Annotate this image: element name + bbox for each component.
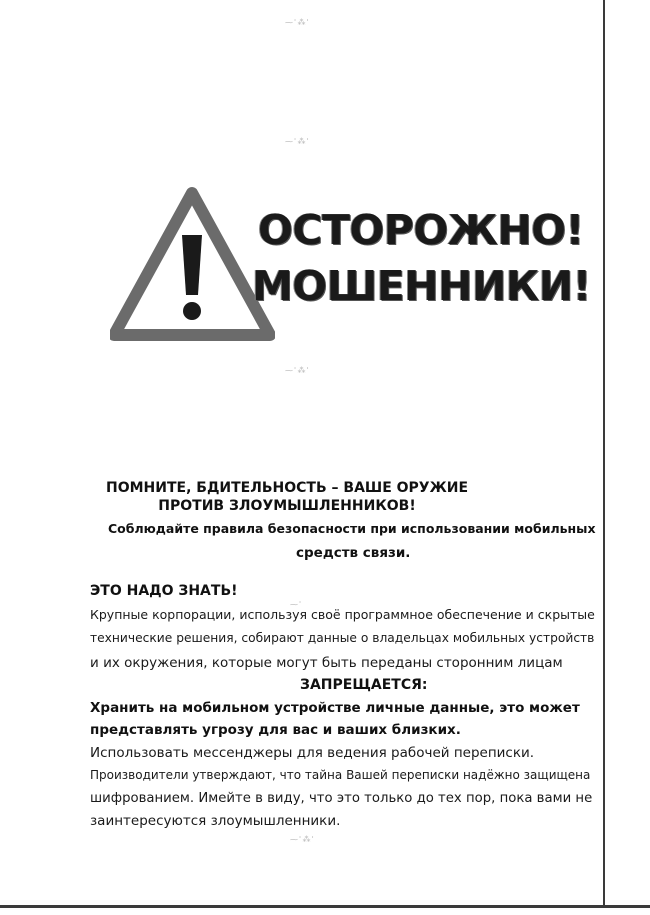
scan-speck: ⁓ʾ⁂ʿ	[285, 366, 310, 375]
warning-triangle-icon	[110, 183, 275, 348]
rules-line-2: средств связи.	[296, 545, 411, 561]
forbidden-paragraph-line: Производители утверждают, что тайна Вашей переписки надёжно защищена	[90, 768, 591, 782]
headline-caution: ОСТОРОЖНО!	[258, 206, 584, 254]
forbidden-bold-line: представлять угрозу для вас и ваших близких.	[90, 722, 461, 738]
motto-line-1: ПОМНИТЕ, БДИТЕЛЬНОСТЬ – ВАШЕ ОРУЖИЕ	[105, 480, 469, 496]
section-heading-know: ЭТО НАДО ЗНАТЬ!	[90, 583, 238, 599]
forbidden-paragraph-line: Использовать мессенджеры для ведения рабочей переписки.	[90, 745, 535, 761]
know-paragraph-line: Крупные корпорации, используя своё программное обеспечение и скрытые	[90, 607, 595, 622]
scan-edge-bottom	[0, 905, 650, 908]
forbidden-bold-line: Хранить на мобильном устройстве личные данные, это может	[90, 700, 580, 716]
scan-speck: ⁓ʾ	[290, 600, 303, 609]
motto-line-2: ПРОТИВ ЗЛОУМЫШЛЕННИКОВ!	[158, 498, 416, 514]
section-heading-forbidden: ЗАПРЕЩАЕТСЯ:	[300, 677, 428, 693]
scan-speck: ⁓ʾ⁂ʿ	[285, 137, 310, 146]
headline-fraudsters: МОШЕННИКИ!	[252, 262, 591, 310]
know-paragraph-line: технические решения, собирают данные о владельцах мобильных устройств	[90, 631, 595, 645]
forbidden-paragraph-line: заинтересуются злоумышленники.	[90, 813, 341, 829]
scan-edge-right	[603, 0, 605, 905]
rules-line-1: Соблюдайте правила безопасности при использовании мобильных	[108, 521, 596, 536]
exclamation-dot	[183, 302, 201, 320]
scan-speck: ⁓ʾ⁂ʿ	[285, 18, 310, 27]
know-paragraph-line: и их окружения, которые могут быть переданы сторонним лицам	[90, 655, 563, 671]
scan-speck: ⁓ʾ⁂ʿ	[290, 835, 315, 844]
forbidden-paragraph-line: шифрованием. Имейте в виду, что это только до тех пор, пока вами не	[90, 791, 593, 806]
exclamation-bar	[182, 235, 202, 295]
